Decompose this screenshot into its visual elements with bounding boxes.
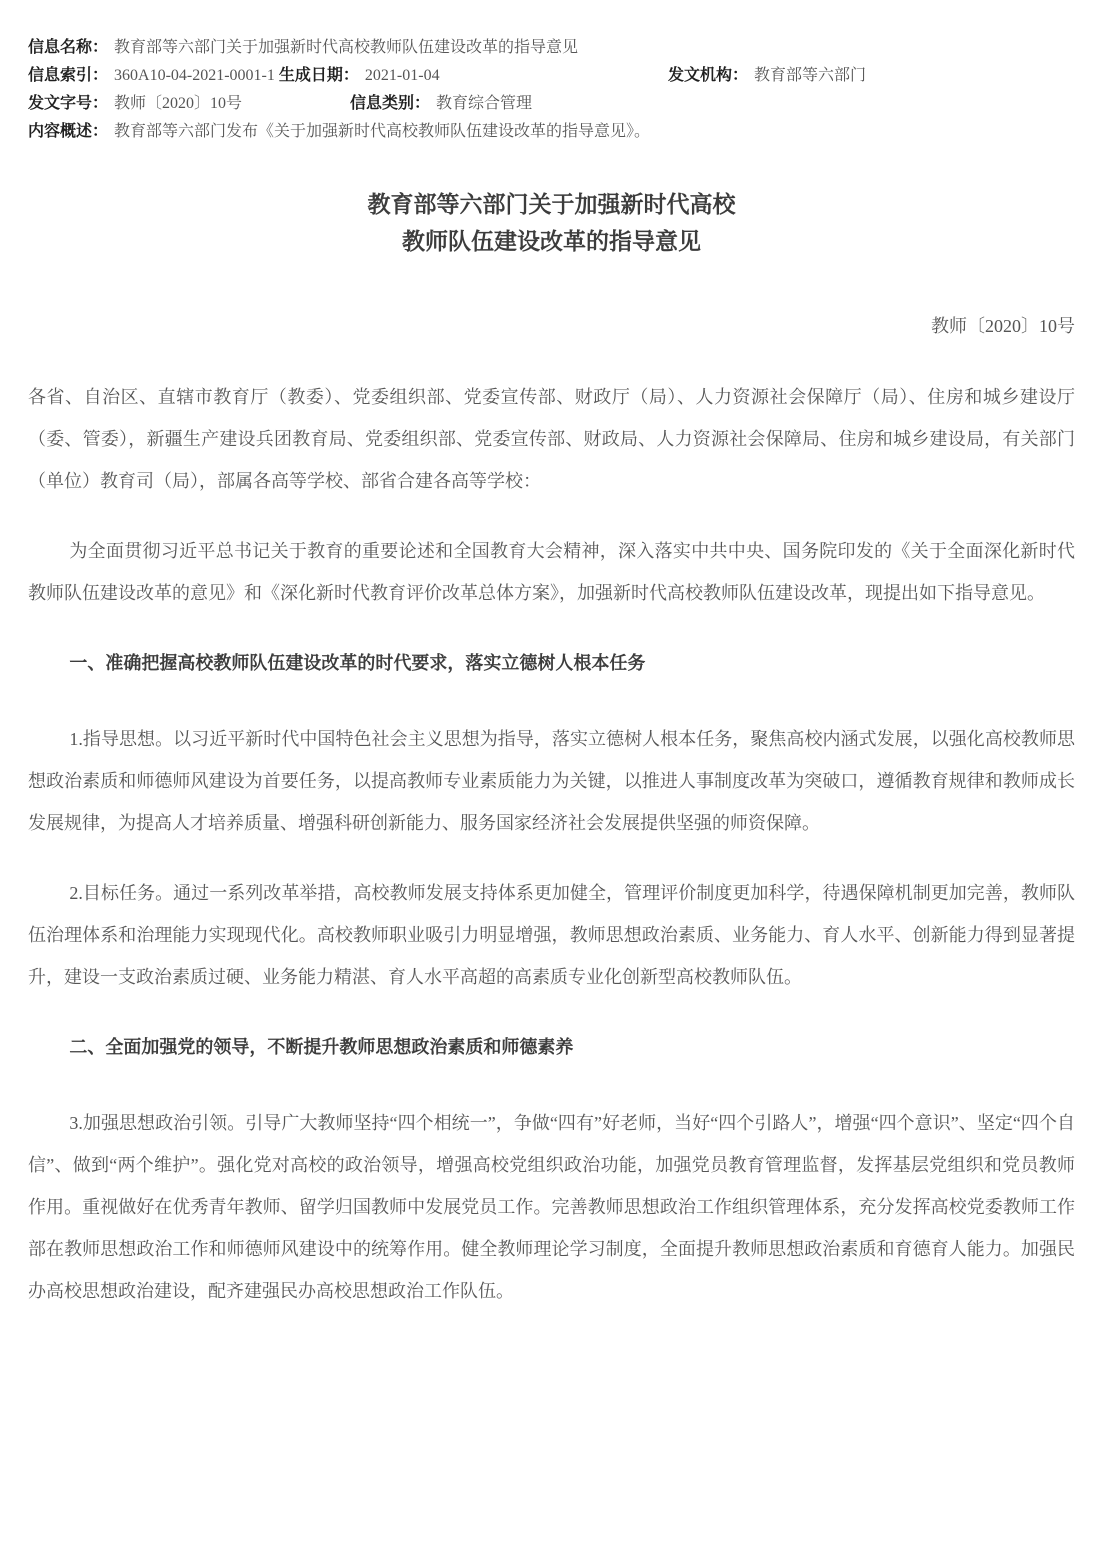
meta-row-info-name (28, 34, 1075, 62)
meta-cell-generate-date (279, 67, 440, 84)
meta-cell-info-name (28, 39, 578, 56)
body-paragraph-1: 1.指导思想。以习近平新时代中国特色社会主义思想为指导，落实立德树人根本任务，聚焦高校内涵式发展，以强化高校教师思想政治素质和师德师风建设为首要任务，以提高教师专业素质能力为关键，以推进人事制度改革为突破口，遵循教育规律和教师成长发展规律，为提高人才培养质量、增强科研创新能力、服务国家经济社会发展提供坚强的师资保障。 (28, 729, 1075, 833)
meta-label-info-class: 信息类别： (350, 95, 431, 112)
meta-value-issuing-org: 教育部等六部门 (754, 67, 867, 84)
meta-label-info-index: 信息索引： (28, 67, 109, 84)
meta-value-generate-date: 2021-01-04 (364, 67, 440, 84)
meta-value-doc-number: 教师〔2020〕10号 (114, 95, 243, 112)
meta-value-info-class: 教育综合管理 (436, 95, 533, 112)
salutation-paragraph: 各省、自治区、直辖市教育厅（教委）、党委组织部、党委宣传部、财政厅（局）、人力资源社会保障厅（局）、住房和城乡建设厅（委、管委），新疆生产建设兵团教育局、党委组织部、党委宣传部、财政局、人力资源社会保障局、住房和城乡建设局，有关部门（单位）教育司（局），部属各高等学校、部省合建各高等学校： (28, 387, 1075, 491)
meta-value-summary: 教育部等六部门发布《关于加强新时代高校教师队伍建设改革的指导意见》。 (114, 123, 651, 140)
document-title (28, 186, 1075, 260)
body-paragraph-2: 2.目标任务。通过一系列改革举措，高校教师发展支持体系更加健全，管理评价制度更加科学，待遇保障机制更加完善，教师队伍治理体系和治理能力实现现代化。高校教师职业吸引力明显增强，教师思想政治素质、业务能力、育人水平、创新能力得到显著提升，建设一支政治素质过硬、业务能力精湛、育人水平高超的高素质专业化创新型高校教师队伍。 (28, 883, 1075, 987)
meta-value-info-name: 教育部等六部门关于加强新时代高校教师队伍建设改革的指导意见 (114, 39, 579, 56)
meta-label-info-name: 信息名称： (28, 39, 109, 56)
meta-label-doc-number: 发文字号： (28, 95, 109, 112)
meta-cell-info-index (28, 67, 279, 84)
document-title-line1: 教育部等六部门关于加强新时代高校 (367, 191, 736, 217)
meta-row-docno-class (28, 90, 1075, 118)
meta-row-summary (28, 118, 1075, 146)
meta-row-index-date-org (28, 62, 1075, 90)
meta-label-issuing-org: 发文机构： (668, 67, 749, 84)
meta-value-info-index: 360A10-04-2021-0001-1 (114, 67, 275, 84)
meta-cell-info-class (350, 90, 532, 118)
meta-label-generate-date: 生成日期： (278, 67, 359, 84)
document-number: 教师〔2020〕10号 (931, 316, 1075, 336)
body-paragraph-intro: 为全面贯彻习近平总书记关于教育的重要论述和全国教育大会精神，深入落实中共中央、国务院印发的《关于全面深化新时代教师队伍建设改革的意见》和《深化新时代教育评价改革总体方案》，加强新时代高校教师队伍建设改革，现提出如下指导意见。 (28, 541, 1075, 603)
meta-label-summary: 内容概述： (28, 123, 109, 140)
document-title-line2: 教师队伍建设改革的指导意见 (402, 228, 701, 254)
section-heading-1: 一、准确把握高校教师队伍建设改革的时代要求，落实立德树人根本任务 (69, 653, 646, 673)
section-heading-2: 二、全面加强党的领导，不断提升教师思想政治素质和师德素养 (69, 1037, 574, 1057)
body-paragraph-3: 3.加强思想政治引领。引导广大教师坚持“四个相统一”，争做“四有”好老师，当好“四个引路人”，增强“四个意识”、坚定“四个自信”、做到“两个维护”。强化党对高校的政治领导，增强高校党组织政治功能，加强党员教育管理监督，发挥基层党组织和党员教师作用。重视做好在优秀青年教师、留学归国教师中发展党员工作。完善教师思想政治工作组织管理体系，充分发挥高校党委教师工作部在教师思想政治工作和师德师风建设中的统筹作用。健全教师理论学习制度，全面提升教师思想政治素质和育德育人能力。加强民办高校思想政治建设，配齐建强民办高校思想政治工作队伍。 (28, 1113, 1075, 1301)
document-body (28, 376, 1075, 1312)
meta-cell-doc-number (28, 95, 242, 112)
document-meta (28, 34, 1075, 146)
meta-cell-issuing-org (668, 62, 866, 90)
meta-cell-summary (28, 123, 650, 140)
